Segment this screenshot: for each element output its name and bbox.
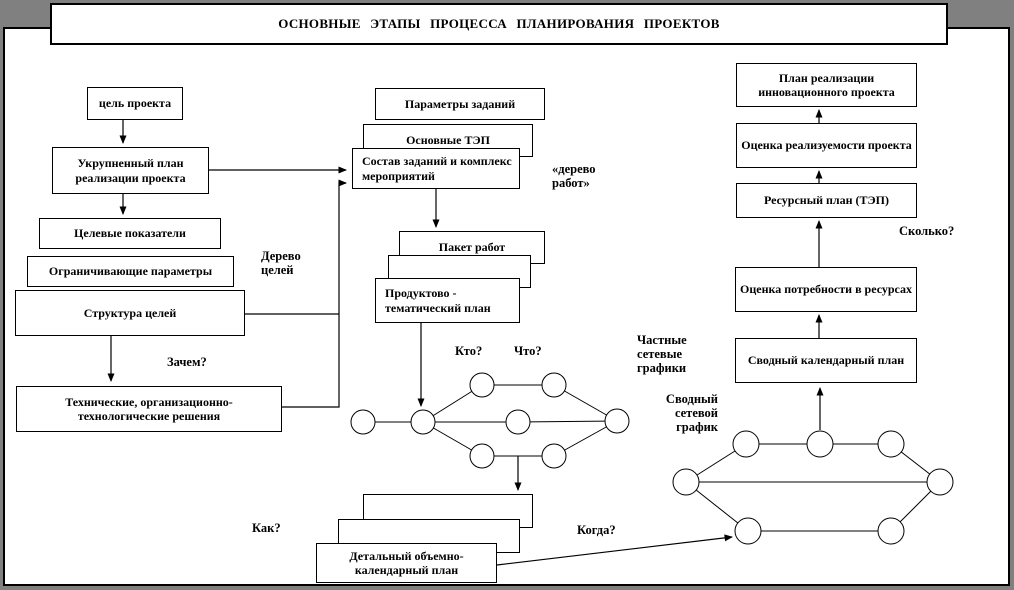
right-network-nodes [673, 431, 953, 544]
label-why: Зачем? [167, 355, 207, 369]
box-technical-solutions: Технические, организационно-технологические решения [16, 386, 282, 432]
detailed-plan-to-network-arrow [497, 537, 732, 565]
box-detailed-plan: Детальный объемно-календарный план [316, 543, 497, 583]
box-main-tep: Основные ТЭП [363, 124, 533, 157]
box-enlarged-plan: Укрупненный план реализации проекта [52, 147, 209, 194]
label-partial-networks: Частные сетевые графики [637, 333, 687, 375]
middle-network-nodes [351, 373, 629, 468]
box-resource-plan: Ресурсный план (ТЭП) [736, 183, 917, 218]
label-how-much: Сколько? [899, 224, 955, 238]
box-limiting-parameters: Ограничивающие параметры [27, 256, 234, 287]
label-how: Как? [252, 521, 281, 535]
box-goal-structure: Структура целей [15, 290, 245, 336]
box-resource-needs: Оценка потребности в ресурсах [735, 267, 917, 312]
box-target-indicators: Целевые показатели [39, 218, 221, 249]
box-product-thematic-plan: Продуктово - тематический план [375, 278, 520, 323]
middle-network-graph [351, 373, 629, 468]
box-task-parameters: Параметры заданий [375, 88, 545, 120]
box-summary-calendar-plan: Сводный календарный план [735, 338, 917, 383]
goal-to-tasks-connectors [209, 170, 346, 407]
box-task-composition: Состав заданий и комплекс мероприятий [352, 148, 520, 189]
box-work-package: Пакет работ [399, 231, 545, 264]
box-innovation-plan: План реализации инновационного проекта [736, 63, 917, 107]
box-project-goal: цель проекта [87, 87, 183, 120]
label-work-tree: «дерево работ» [552, 162, 596, 190]
label-what: Что? [514, 344, 542, 358]
label-goal-tree: Дерево целей [261, 249, 301, 277]
diagram-title: ОСНОВНЫЕ ЭТАПЫ ПРОЦЕССА ПЛАНИРОВАНИЯ ПРОЕКТОВ [50, 3, 948, 45]
label-summary-network: Сводный сетевой график [665, 392, 718, 434]
right-network-graph [673, 431, 953, 544]
label-who: Кто? [455, 344, 483, 358]
box-feasibility: Оценка реализуемости проекта [736, 123, 917, 168]
label-when: Когда? [577, 523, 616, 537]
